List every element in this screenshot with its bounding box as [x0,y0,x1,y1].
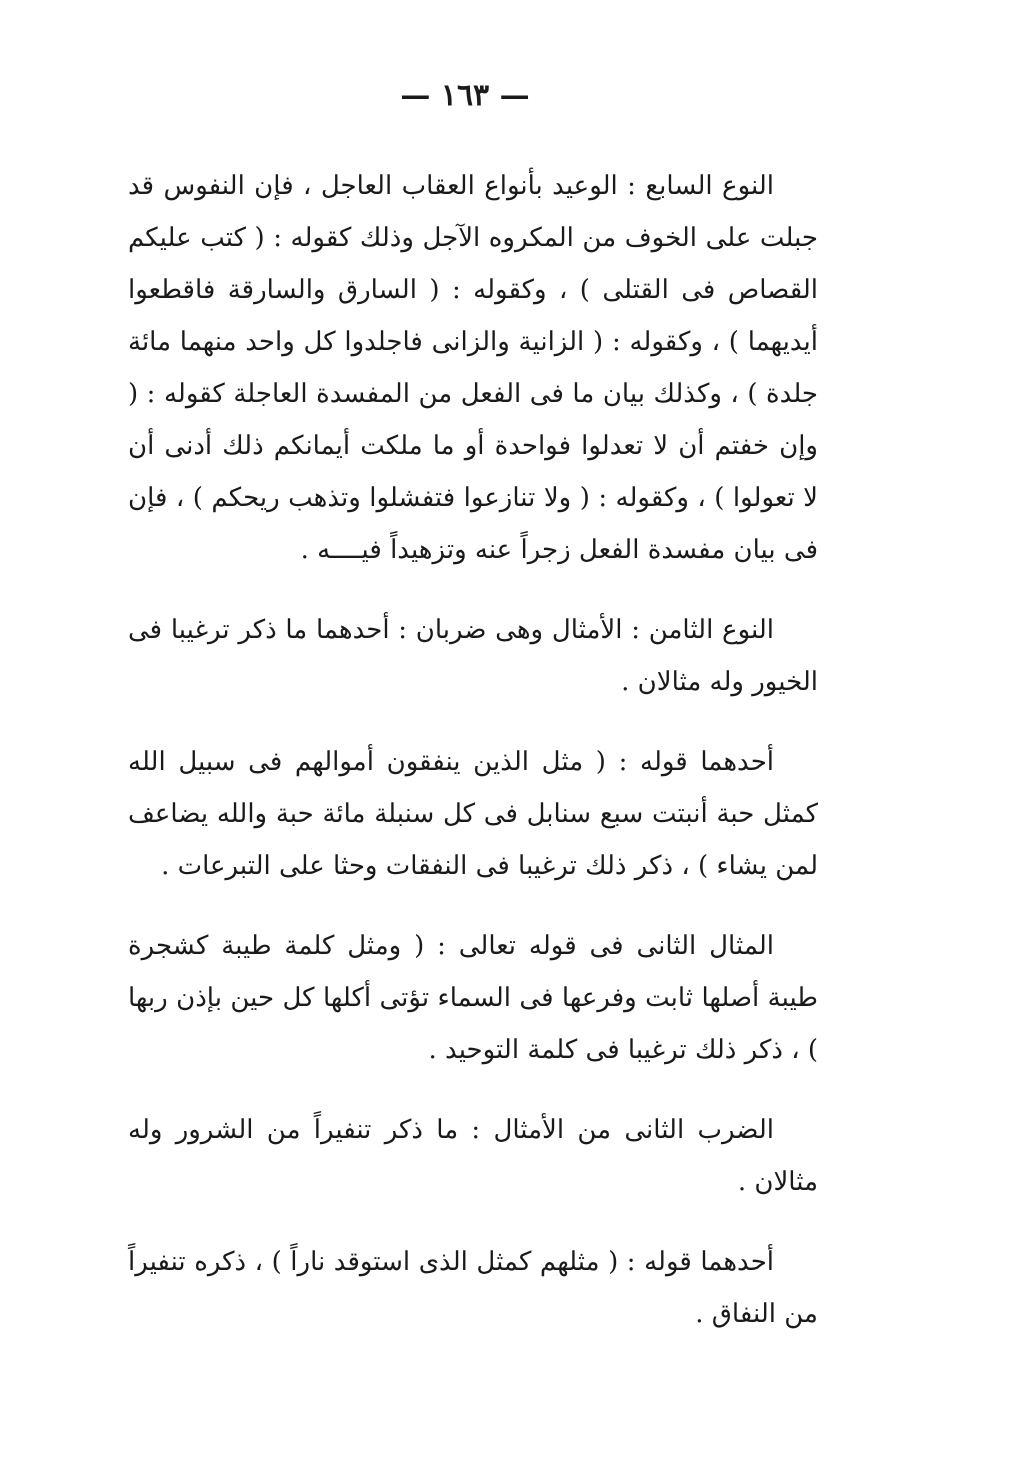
paragraph-second-kind: الضرب الثانى من الأمثال : ما ذكر تنفيراً من الشرور وله مثالان . [128,1115,818,1197]
paragraph-second-example: المثال الثانى فى قوله تعالى : ( ومثل كلمة طيبة كشجرة طيبة أصلها ثابت وفرعها فى السماء تؤتى أكلها كل حين بإذن ربها ) ، ذكر ذلك ترغيبا فى كلمة التوحيد . [128,931,818,1065]
paragraph-type-eight: النوع الثامن : الأمثال وهى ضربان : أحدهما ما ذكر ترغيبا فى الخيور وله مثالان . [128,615,818,697]
paragraph-hypocrisy-example: أحدهما قوله : ( مثلهم كمثل الذى استوقد ناراً ) ، ذكره تنفيراً من النفاق . [128,1247,818,1329]
paragraph-type-seven: النوع السابع : الوعيد بأنواع العقاب العاجل ، فإن النفوس قد جبلت على الخوف من المكروه الآجل وذلك كقوله : ( كتب عليكم القصاص فى القتلى ) ، وكقوله : ( السارق والسارقة فاقطعوا أيديهما ) ، وكقوله : ( الزانية والزانى فاجلدوا كل واحد منهما مائة جلدة ) ، وكذلك بيان ما فى الفعل من المفسدة العاجلة كقوله : ( وإن خفتم أن لا تعدلوا فواحدة أو ما ملكت أيمانكم ذلك أدنى أن لا تعولوا ) ، وكقوله : ( ولا تنازعوا فتفشلوا وتذهب ريحكم ) ، فإن فى بيان مفسدة الفعل زجراً عنه وتزهيداً فيــــه . [128,171,818,565]
body-text [128,160,818,1340]
page-number: — ١٦٣ — [400,78,530,113]
paragraph-first-example: أحدهما قوله : ( مثل الذين ينفقون أموالهم فى سبيل الله كمثل حبة أنبتت سبع سنابل فى كل سنبلة مائة حبة والله يضاعف لمن يشاء ) ، ذكر ذلك ترغيبا فى النفقات وحثا على التبرعات . [128,747,818,881]
